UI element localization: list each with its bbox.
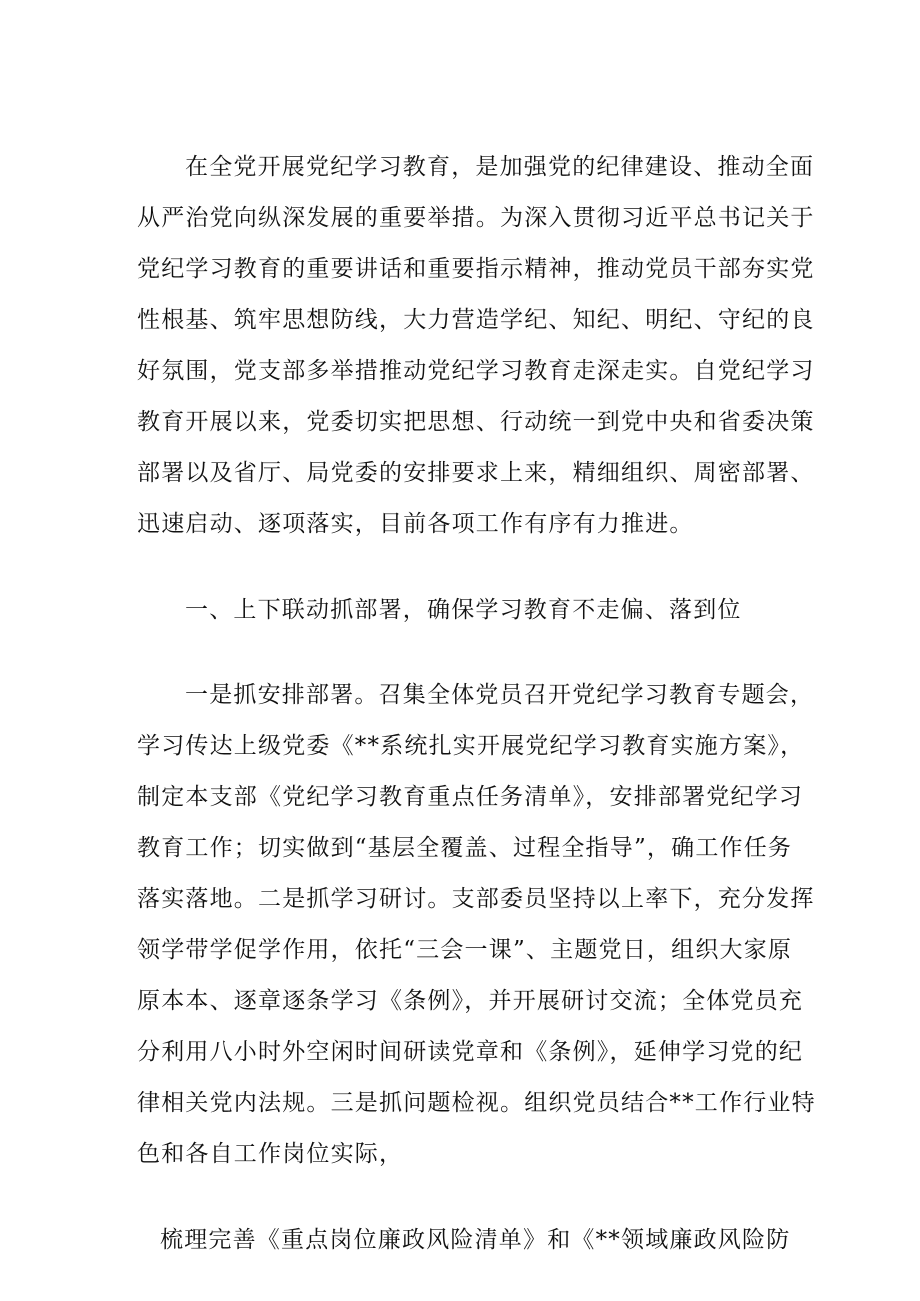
text-line: 性根基、筑牢思想防线，大力营造学纪、知纪、明纪、守纪的良 [137,307,815,333]
text-line: 制定本支部《党纪学习教育重点任务清单》，安排部署党纪学习 [137,784,804,810]
text-line: 领学带学促学作用，依托“三会一课”、主题党日，组织大家原 [137,937,793,963]
text-line: 分利用八小时外空闲时间研读党章和《条例》，延伸学习党的纪 [137,1039,804,1065]
text-line: 教育开展以来，党委切实把思想、行动统一到党中央和省委决策 [137,409,815,435]
tail-line: 梳理完善《重点岗位廉政风险清单》和《**领域廉政风险防 [160,1227,791,1253]
text-line: 在全党开展党纪学习教育，是加强党的纪律建设、推动全面 [185,154,815,180]
text-line: 部署以及省厅、局党委的安排要求上来，精细组织、周密部署、 [137,460,815,486]
text-line: 党纪学习教育的重要讲话和重要指示精神，推动党员干部夯实党 [137,256,815,282]
text-line: 好氛围，党支部多举措推动党纪学习教育走深走实。自党纪学习 [137,358,815,384]
text-line: 色和各自工作岗位实际， [137,1141,404,1167]
text-line: 教育工作；切实做到“基层全覆盖、过程全指导”，确工作任务 [137,835,793,861]
text-line: 迅速启动、逐项落实，目前各项工作有序有力推进。 [137,511,694,537]
text-line: 落实落地。二是抓学习研讨。支部委员坚持以上率下，充分发挥 [137,886,815,912]
text-line: 学习传达上级党委《**系统扎实开展党纪学习教育实施方案》， [137,733,805,759]
text-line: 从严治党向纵深发展的重要举措。为深入贯彻习近平总书记关于 [137,205,815,231]
text-line: 原本本、逐章逐条学习《条例》，并开展研讨交流；全体党员充 [137,988,804,1014]
text-line: 一是抓安排部署。召集全体党员召开党纪学习教育专题会， [185,682,815,708]
section-heading: 一、上下联动抓部署，确保学习教育不走偏、落到位 [185,597,742,623]
text-line: 律相关党内法规。三是抓问题检视。组织党员结合**工作行业特 [137,1090,816,1116]
